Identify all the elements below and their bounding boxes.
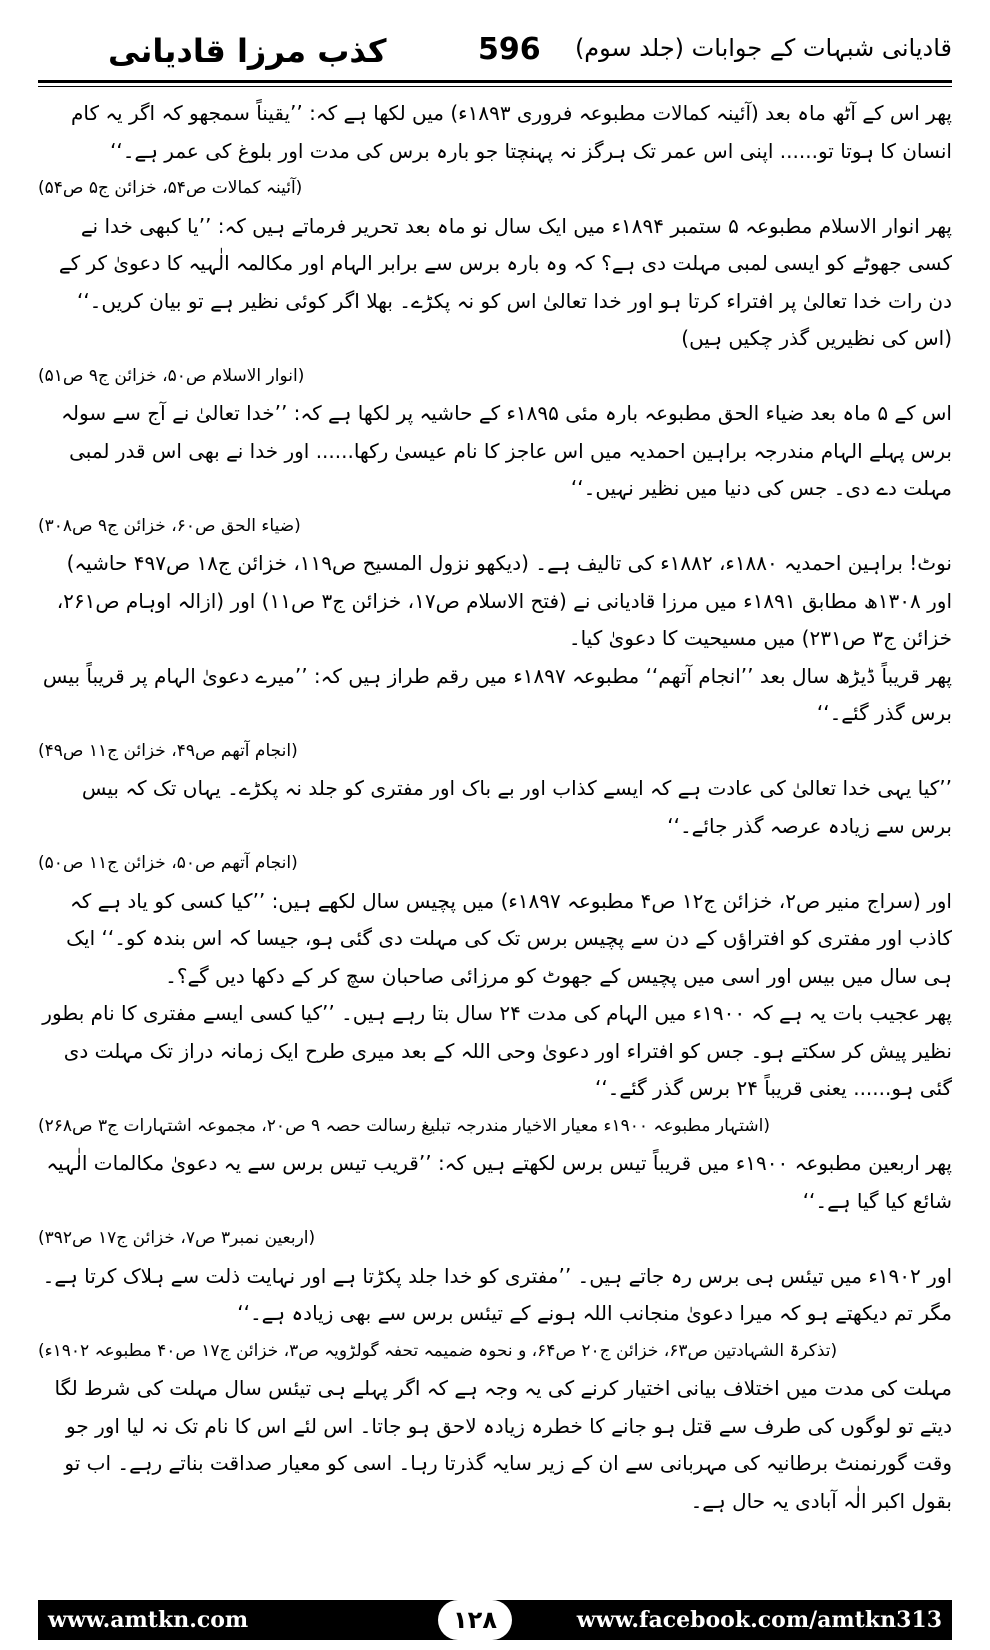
series-title: قادیانی شبہات کے جوابات (جلد سوم) <box>574 34 952 62</box>
facebook-link[interactable]: www.facebook.com/amtkn313 <box>576 1607 942 1633</box>
header <box>38 22 952 82</box>
text-body <box>38 95 952 1600</box>
reference: (انجام آتھم ص۵۰، خزائن ج۱۱ ص۵۰) <box>38 853 298 873</box>
paragraph: پھر قریباً ڈیڑھ سال بعد ’’انجام آتھم‘‘ مطبوعہ ۱۸۹۷ء میں رقم طراز ہیں کہ: ’’میرے دعویٰ الہام پر قریباً بیس برس گذر گئے۔‘‘ <box>42 663 952 725</box>
reference: (انجام آتھم ص۴۹، خزائن ج۱۱ ص۴۹) <box>38 740 298 761</box>
reference: (اربعین نمبر۳ ص۷، خزائن ج۱۷ ص۳۹۲) <box>38 1228 316 1248</box>
paragraph: پھر عجیب بات یہ ہے کہ ۱۹۰۰ء میں الہام کی مدت ۲۴ سال بتا رہے ہیں۔ ’’کیا کسی ایسے مفتری کا نام بطور نظیر پیش کر سکتے ہو۔ جس کو افتراء اور دعویٰ وحی اللہ کے بعد میری طرح ایک زمانہ دراز تک مہلت دی گئی ہو...... یعنی قریباً ۲۴ برس گذر گئے۔‘‘ <box>42 1001 952 1100</box>
page-badge: ۱۲۸ <box>438 1600 512 1640</box>
reference: (انوار الاسلام ص۵۰، خزائن ج۹ ص۵۱) <box>38 365 305 386</box>
paragraph: نوٹ! براہین احمدیہ ۱۸۸۰ء، ۱۸۸۲ء کی تالیف ہے۔ (دیکھو نزول المسیح ص۱۱۹، خزائن ج۱۸ ص۴۹۷ حاشیہ) <box>66 551 952 575</box>
page-number: 596 <box>478 32 541 67</box>
footer <box>38 1600 952 1640</box>
paragraph: پھر انوار الاسلام مطبوعہ ۵ ستمبر ۱۸۹۴ء میں ایک سال نو ماہ بعد تحریر فرماتے ہیں کہ: ’’یا کبھی خدا نے کسی جھوٹے کو ایسی لمبی مہلت دی ہے؟ کہ وہ بارہ برس سے برابر الہام اور مکالمہ الٰہیہ کا دعویٰ کر کے دن رات خدا تعالیٰ پر افتراء کرتا ہو اور خدا تعالیٰ اس کو نہ پکڑے۔ بھلا اگر کوئی نظیر ہے تو بیان کریں۔‘‘ (اس کی نظیریں گذر چکیں ہیں) <box>58 213 952 350</box>
header-rule <box>38 80 952 83</box>
paragraph: پھر اس کے آٹھ ماہ بعد (آئینہ کمالات مطبوعہ فروری ۱۸۹۳ء) میں لکھا ہے کہ: ’’یقیناً سمجھو کہ اگر یہ کام انسان کا ہوتا تو...... اپنی اس عمر تک ہرگز نہ پہنچتا جو بارہ برس کی مدت اور بلوغ کی عمر ہے۔‘‘ <box>70 101 952 163</box>
header-rule-thin <box>38 86 952 87</box>
paragraph: اور ۱۳۰۸ھ مطابق ۱۸۹۱ء میں مرزا قادیانی نے (فتح الاسلام ص۱۷، خزائن ج۳ ص۱۱) اور (ازالہ اوہام ص۲۶۱، خزائن ج۳ ص۲۳۱) میں مسیحیت کا دعویٰ کیا۔ <box>56 588 952 650</box>
reference: (ضیاء الحق ص۶۰، خزائن ج۹ ص۳۰۸) <box>38 515 301 536</box>
paragraph: پھر اربعین مطبوعہ ۱۹۰۰ء میں قریباً تیس برس لکھتے ہیں کہ: ’’قریب تیس برس سے یہ دعویٰ مکالمات الٰہیہ شائع کیا گیا ہے۔‘‘ <box>46 1151 952 1213</box>
paragraph: اور ۱۹۰۲ء میں تیئس ہی برس رہ جاتے ہیں۔ ’’مفتری کو خدا جلد پکڑتا ہے اور نہایت ذلت سے ہلاک کرتا ہے۔ مگر تم دیکھتے ہو کہ میرا دعویٰ منجانب اللہ ہونے کے تیئس برس سے بھی زیادہ ہے۔‘‘ <box>42 1263 952 1325</box>
reference: (تذکرۃ الشہادتین ص۶۳، خزائن ج۲۰ ص۶۴، و نحوہ ضمیمہ تحفہ گولڑویہ ص۳، خزائن ج۱۷ ص۴۰ مطبوعہ ۱۹۰۲ء) <box>38 1340 838 1361</box>
reference: (آئینہ کمالات ص۵۴، خزائن ج۵ ص۵۴) <box>38 178 303 198</box>
paragraph: ’’کیا یہی خدا تعالیٰ کی عادت ہے کہ ایسے کذاب اور بے باک اور مفتری کو جلد نہ پکڑے۔ یہاں تک کہ بیس برس سے زیادہ عرصہ گذر جائے۔‘‘ <box>81 776 952 838</box>
paragraph: مہلت کی مدت میں اختلاف بیانی اختیار کرنے کی یہ وجہ ہے کہ اگر پہلے ہی تیئس سال مہلت کی شرط لگا دیتے تو لوگوں کی طرف سے قتل ہو جانے کا خطرہ زیادہ لاحق ہو جاتا۔ اس لئے اس کا نام تک نہ لیا اور جو وقت گورنمنٹ برطانیہ کی مہربانی سے ان کے زیر سایہ گذرتا رہا۔ اسی کو معیار صداقت بناتے رہے۔ اب تو بقول اکبر الٰہ آبادی یہ حال ہے۔ <box>54 1376 952 1513</box>
paragraph: اس کے ۵ ماہ بعد ضیاء الحق مطبوعہ بارہ مئی ۱۸۹۵ء کے حاشیہ پر لکھا ہے کہ: ’’خدا تعالیٰ نے آج سے سولہ برس پہلے الہام مندرجہ براہین احمدیہ میں اس عاجز کا نام عیسیٰ رکھا...... اور خدا نے بھی اس قدر لمبی مہلت دے دی۔ جس کی دنیا میں نظیر نہیں۔‘‘ <box>61 401 952 500</box>
paragraph: اور (سراج منیر ص۲، خزائن ج۱۲ ص۴ مطبوعہ ۱۸۹۷ء) میں پچیس سال لکھے ہیں: ’’کیا کسی کو یاد ہے کہ کاذب اور مفتری کو افتراؤں کے دن سے پچیس برس تک کی مہلت دی گئی ہو، جیسا کہ اس بندہ کو۔‘‘ ایک ہی سال میں بیس اور اسی میں پچیس کے جھوٹ کو مرزائی صاحبان سچ کر کے دکھا دیں گے؟۔ <box>66 888 952 988</box>
book-title: کذب مرزا قادیانی <box>108 32 387 70</box>
website-link[interactable]: www.amtkn.com <box>48 1607 249 1633</box>
reference: (اشتہار مطبوعہ ۱۹۰۰ء معیار الاخیار مندرجہ تبلیغ رسالت حصہ ۹ ص۲۰، مجموعہ اشتہارات ج۳ ص۲۶۸) <box>38 1115 770 1136</box>
